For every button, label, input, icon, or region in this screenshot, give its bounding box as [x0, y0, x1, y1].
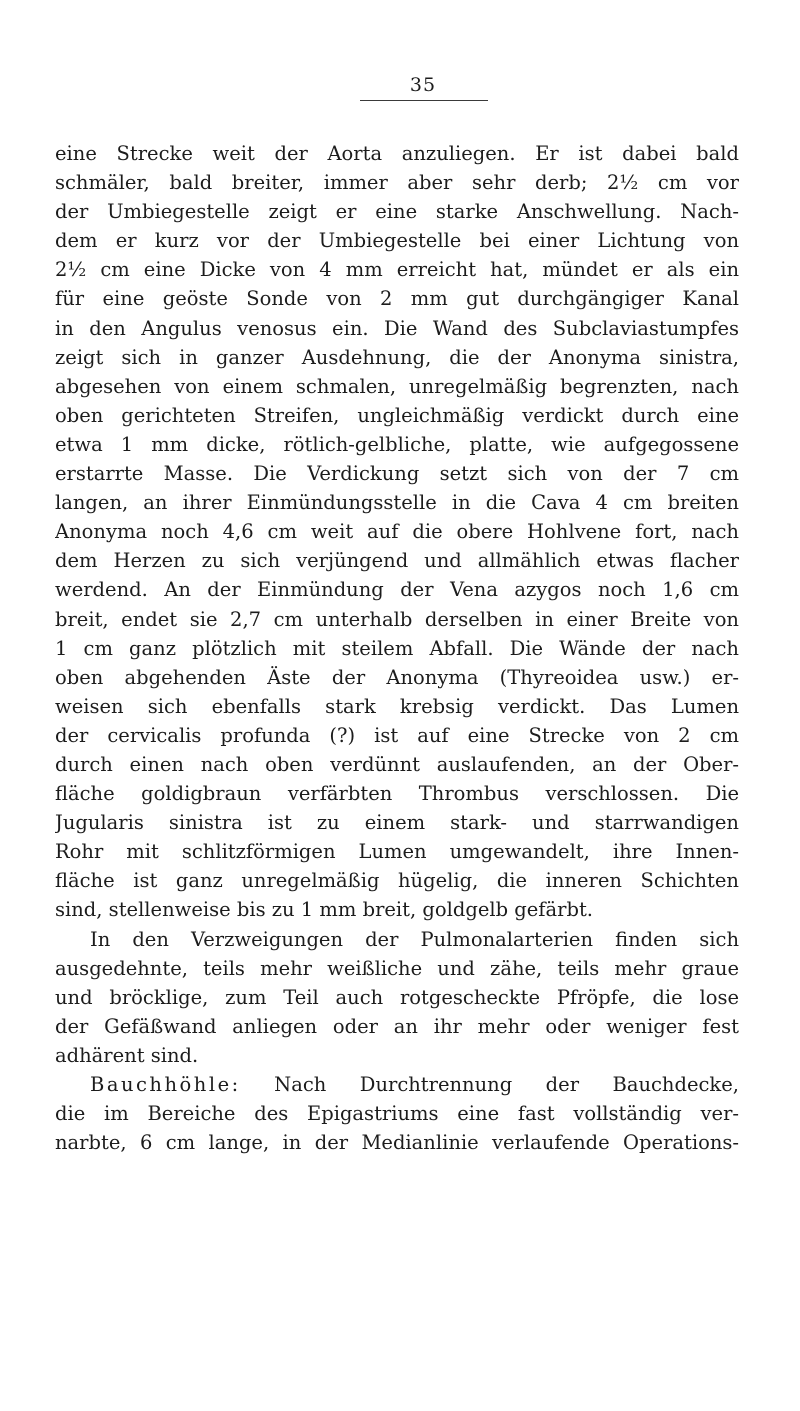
- text-line: Rohr mit schlitzförmigen Lumen umgewandelt, ihre Innen-: [55, 840, 739, 864]
- text-line: Jugularis sinistra ist zu einem stark- und starrwandigen: [55, 811, 739, 835]
- text-line: oben abgehenden Äste der Anonyma (Thyreoidea usw.) er-: [55, 665, 739, 689]
- text-line: der Gefäßwand anliegen oder an ihr mehr oder weniger fest: [55, 1014, 739, 1038]
- text-line: fläche goldigbraun verfärbten Thrombus verschlossen. Die: [55, 782, 739, 806]
- text-line: breit, endet sie 2,7 cm unterhalb derselben in einer Breite von: [55, 607, 739, 631]
- text-line: In den Verzweigungen der Pulmonalarterien finden sich: [90, 927, 739, 951]
- text-line: der cervicalis profunda (?) ist auf eine Strecke von 2 cm: [55, 723, 739, 747]
- text-line: zeigt sich in ganzer Ausdehnung, die der Anonyma sinistra,: [55, 345, 739, 369]
- text-line: die im Bereiche des Epigastriums eine fast vollständig ver-: [55, 1102, 739, 1126]
- body-text: [55, 139, 739, 1157]
- text-line-with-heading: [55, 1070, 739, 1099]
- text-line: weisen sich ebenfalls stark krebsig verdickt. Das Lumen: [55, 694, 739, 718]
- text-line: adhärent sind.: [55, 1043, 199, 1067]
- text-line: erstarrte Masse. Die Verdickung setzt sich von der 7 cm: [55, 462, 739, 486]
- text-line: 1 cm ganz plötzlich mit steilem Abfall. Die Wände der nach: [55, 636, 739, 660]
- text-line: 2½ cm eine Dicke von 4 mm erreicht hat, mündet er als ein: [55, 258, 739, 282]
- text-line: durch einen nach oben verdünnt auslaufenden, an der Ober-: [55, 752, 739, 776]
- text-line: in den Angulus venosus ein. Die Wand des Subclaviastumpfes: [55, 316, 739, 340]
- text-line: eine Strecke weit der Aorta anzuliegen. Er ist dabei bald: [55, 142, 739, 165]
- text-line: der Umbiegestelle zeigt er eine starke Anschwellung. Nach-: [55, 200, 739, 224]
- text-line: dem er kurz vor der Umbiegestelle bei einer Lichtung von: [55, 229, 739, 253]
- page-number: 35: [409, 74, 437, 96]
- text-line: abgesehen von einem schmalen, unregelmäßig begrenzten, nach: [55, 374, 739, 398]
- text-line: oben gerichteten Streifen, ungleichmäßig verdickt durch eine: [55, 403, 739, 427]
- text-line: narbte, 6 cm lange, in der Medianlinie verlaufende Operations-: [55, 1131, 739, 1155]
- text-line: fläche ist ganz unregelmäßig hügelig, die inneren Schichten: [55, 869, 739, 893]
- text-fragment: Nach Durchtrennung der Bauchdecke,: [274, 1073, 739, 1096]
- text-line: ausgedehnte, teils mehr weißliche und zähe, teils mehr graue: [55, 956, 739, 980]
- page-number-rule: [360, 100, 488, 101]
- text-line: etwa 1 mm dicke, rötlich-gelbliche, platte, wie aufgegossene: [55, 432, 739, 456]
- text-line: dem Herzen zu sich verjüngend und allmählich etwas flacher: [55, 549, 739, 573]
- text-line: langen, an ihrer Einmündungsstelle in die Cava 4 cm breiten: [55, 491, 739, 515]
- text-line: sind, stellenweise bis zu 1 mm breit, goldgelb gefärbt.: [55, 898, 593, 922]
- text-line: und bröcklige, zum Teil auch rotgescheckte Pfröpfe, die lose: [55, 985, 739, 1009]
- text-line: für eine geöste Sonde von 2 mm gut durchgängiger Kanal: [55, 287, 739, 311]
- text-line: Anonyma noch 4,6 cm weit auf die obere Hohlvene fort, nach: [55, 520, 739, 544]
- text-line: werdend. An der Einmündung der Vena azygos noch 1,6 cm: [55, 578, 739, 602]
- text-line: schmäler, bald breiter, immer aber sehr derb; 2½ cm vor: [55, 171, 739, 195]
- section-heading: Bauchhöhle:: [90, 1073, 241, 1096]
